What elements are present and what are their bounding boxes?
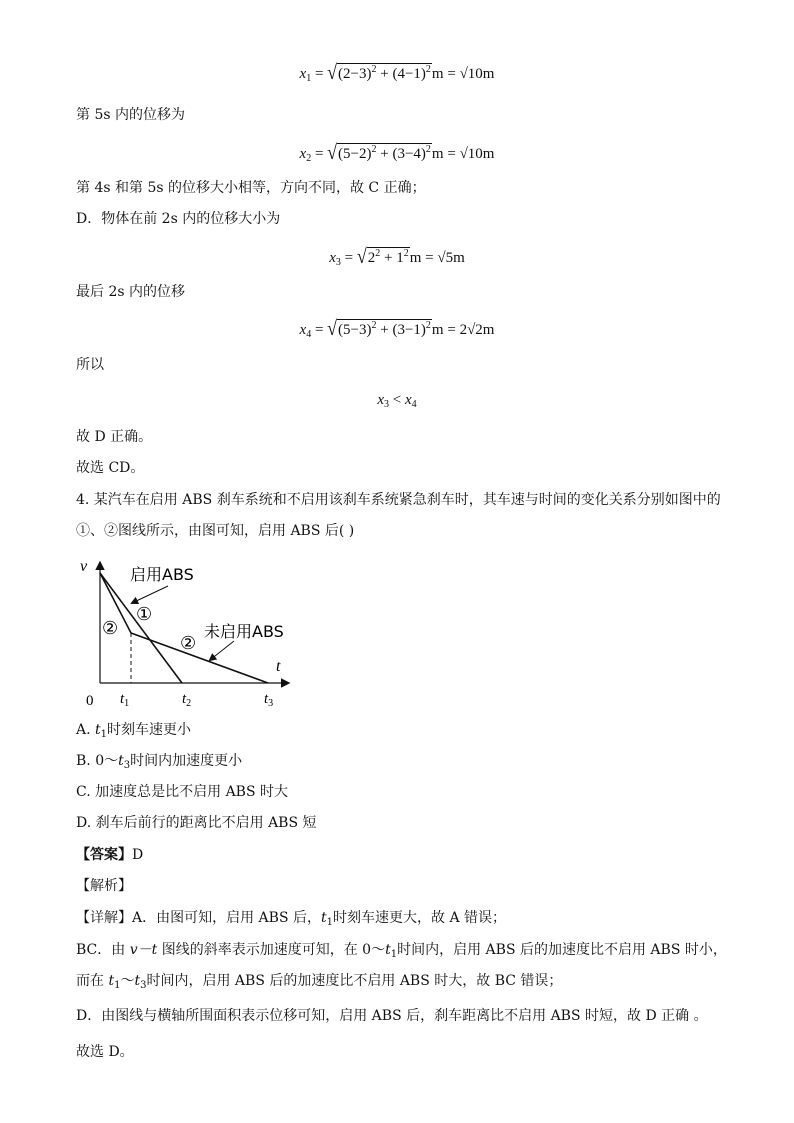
no-abs-label-arrow <box>210 641 234 660</box>
vt-graph-figure <box>76 553 296 713</box>
text-line: 故 D 正确。 <box>76 429 153 445</box>
abs-label-arrow <box>132 586 168 603</box>
origin-label: 0 <box>86 693 94 709</box>
text-line: 最后 2s 内的位移 <box>76 284 185 300</box>
v-label: v <box>80 558 88 575</box>
question-4-text: ①、②图线所示，由图可知，启用 ABS 后( ) <box>76 523 355 539</box>
option-d: D. 刹车后前行的距离比不启用 ABS 短 <box>76 815 317 831</box>
no-abs-label: 未启用ABS <box>204 622 284 641</box>
answer-line: 【答案】D <box>76 847 144 863</box>
text-line: 故选 CD。 <box>76 460 145 476</box>
option-b: B. $0\sim t_3$时间内加速度更小 <box>76 753 243 771</box>
equation-x2: $x_2 = √(5-2)^2 + (3-4)^2m = √10m$ <box>299 140 495 164</box>
text-line: 所以 <box>76 357 104 373</box>
option-a: A. $t_1$时刻车速更小 <box>76 722 192 740</box>
t1-label: $t_1$ <box>120 691 130 709</box>
t-label: t <box>276 658 281 675</box>
circle-1-label: ① <box>136 604 153 625</box>
inequality-x3-x4: $x_3 < x_4$ <box>377 392 417 410</box>
abs-label: 启用ABS <box>130 565 194 584</box>
t2-label: $t_2$ <box>182 691 192 709</box>
t3-label: $t_3$ <box>264 691 274 709</box>
text-line: 第 5s 内的位移为 <box>76 107 185 123</box>
equation-x1: $x_1 = √(2-3)^2 + (4-1)^2m = √10m$ <box>299 60 495 84</box>
text-line: D．物体在前 2s 内的位移大小为 <box>76 211 281 227</box>
detail-line-3: 而在 $t_1\sim t_3$时间内，启用 ABS 后的加速度比不启用 ABS 时大，故 BC 错误； <box>76 973 563 991</box>
detail-line-1: 【详解】A．由图可知，启用 ABS 后，$t_1$时刻车速更大，故 A 错误； <box>76 910 507 928</box>
detail-line-2: BC．由 v－t 图线的斜率表示加速度可知，在 $0\sim t_1$时间内，启用 ABS 后的加速度比不启用 ABS 时小， <box>76 942 727 960</box>
option-c: C. 加速度总是比不启用 ABS 时大 <box>76 784 289 800</box>
text-line: 第 4s 和第 5s 的位移大小相等，方向不同，故 C 正确； <box>76 180 426 196</box>
circle-2-label-left: ② <box>102 618 119 639</box>
equation-x3: $x_3 = √2^2 + 1^2m = √5m$ <box>329 244 465 268</box>
analysis-heading: 【解析】 <box>76 878 132 894</box>
detail-line-5: 故选 D。 <box>76 1044 134 1060</box>
detail-line-4: D．由图线与横轴所围面积表示位移可知，启用 ABS 后，刹车距离比不启用 ABS 时短，故 D 正确 。 <box>76 1008 708 1024</box>
question-4-text: 4. 某汽车在启用 ABS 刹车系统和不启用该刹车系统紧急刹车时，其车速与时间的变化关系分别如图中的 <box>76 492 721 508</box>
circle-2-label-right: ② <box>180 633 197 654</box>
equation-x4: $x_4 = √(5-3)^2 + (3-1)^2m = 2√2m$ <box>299 316 495 340</box>
